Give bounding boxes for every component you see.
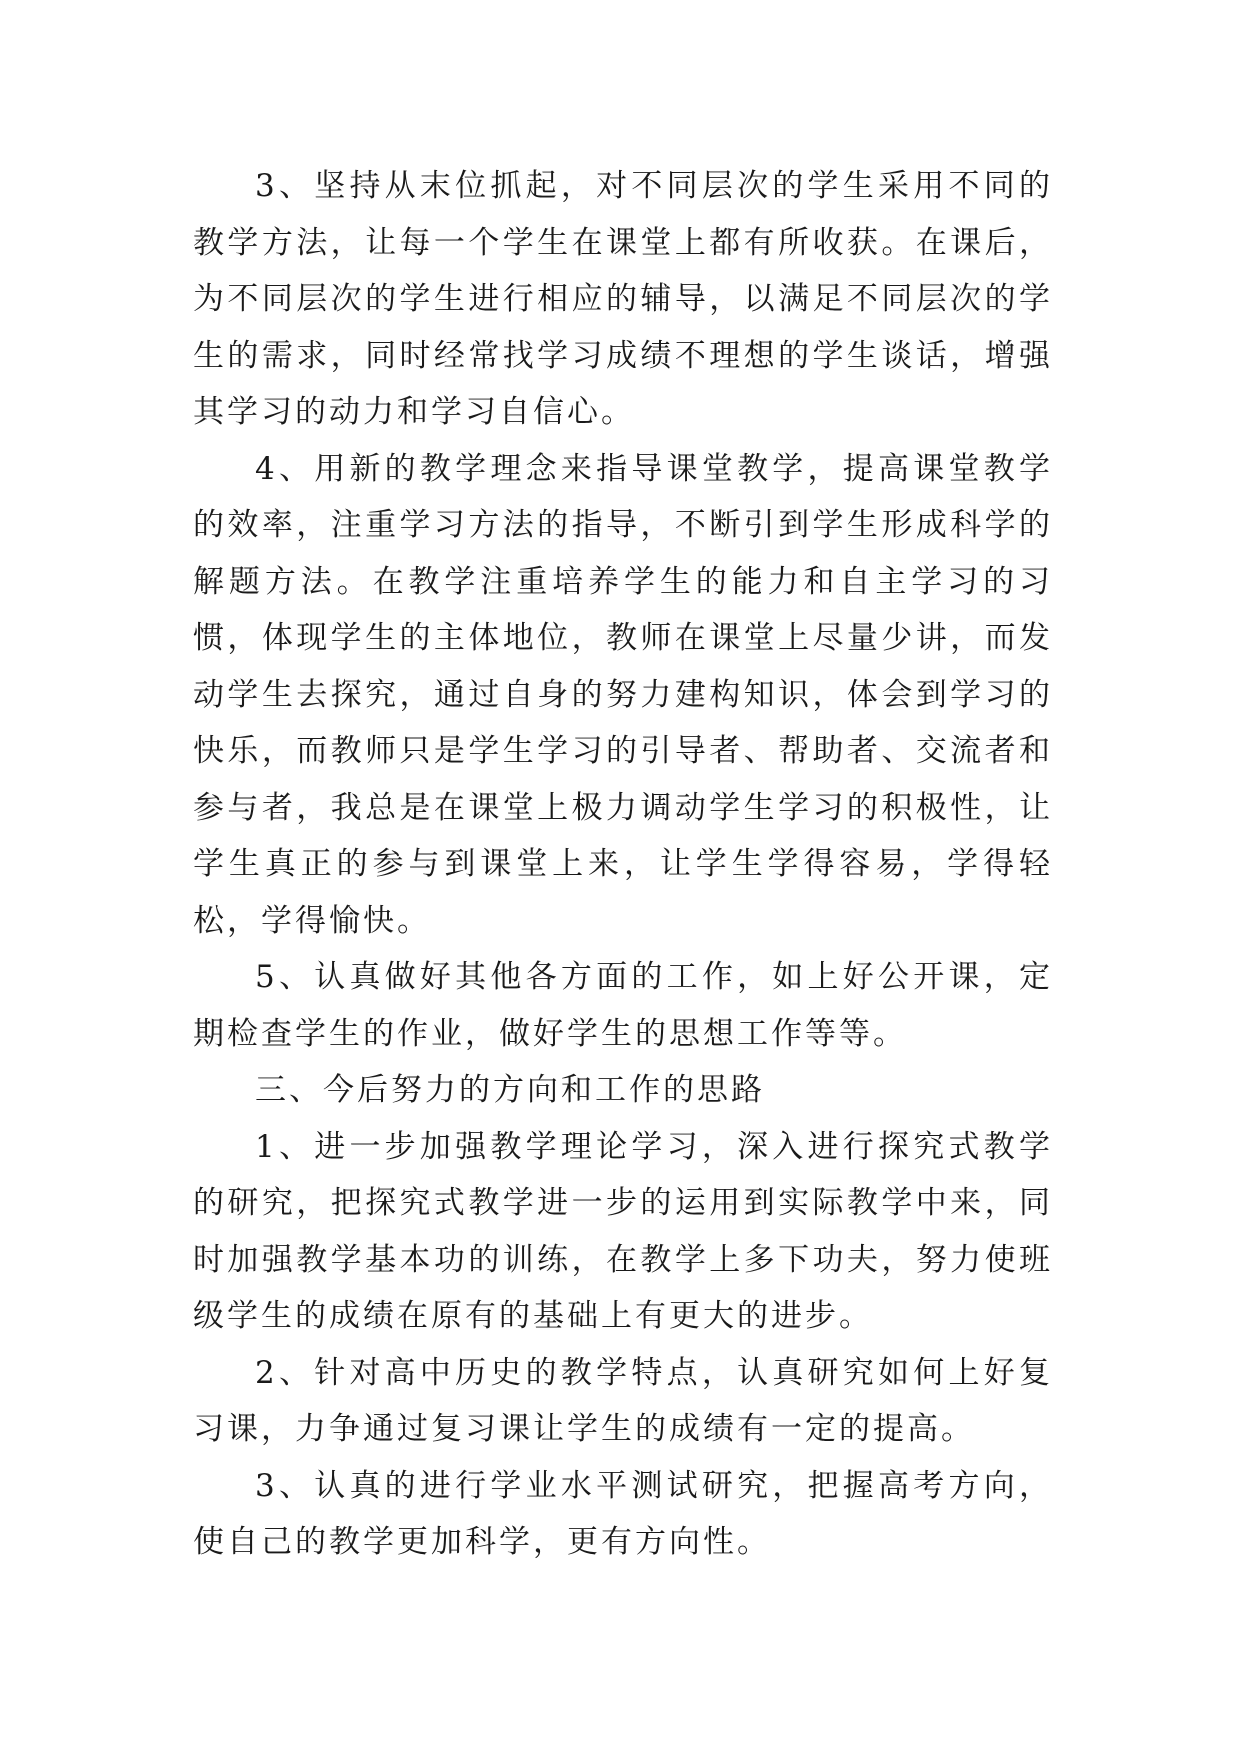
paragraph-direction-3: 3、认真的进行学业水平测试研究，把握高考方向，使自己的教学更加科学，更有方向性。: [193, 1467, 1053, 1560]
document-body: [193, 158, 1053, 1571]
paragraph-item-3: 3、坚持从末位抓起，对不同层次的学生采用不同的教学方法，让每一个学生在课堂上都有所收获。在课后，为不同层次的学生进行相应的辅导，以满足不同层次的学生的需求，同时经常找学习成绩不理想的学生谈话，增强其学习的动力和学习自信心。: [193, 168, 1053, 430]
paragraph-item-4: 4、用新的教学理念来指导课堂教学，提高课堂教学的效率，注重学习方法的指导，不断引到学生形成科学的解题方法。在教学注重培养学生的能力和自主学习的习惯，体现学生的主体地位，教师在课堂上尽量少讲，而发动学生去探究，通过自身的努力建构知识，体会到学习的快乐，而教师只是学生学习的引导者、帮助者、交流者和参与者，我总是在课堂上极力调动学生学习的积极性，让学生真正的参与到课堂上来，让学生学得容易，学得轻松，学得愉快。: [193, 450, 1053, 939]
paragraph-item-5: 5、认真做好其他各方面的工作，如上好公开课，定期检查学生的作业，做好学生的思想工作等等。: [193, 959, 1053, 1052]
section-heading-three: 三、今后努力的方向和工作的思路: [255, 1072, 765, 1108]
paragraph-direction-1: 1、进一步加强教学理论学习，深入进行探究式教学的研究，把探究式教学进一步的运用到实际教学中来，同时加强教学基本功的训练，在教学上多下功夫，努力使班级学生的成绩在原有的基础上有更大的进步。: [193, 1128, 1053, 1334]
paragraph-direction-2: 2、针对高中历史的教学特点，认真研究如何上好复习课，力争通过复习课让学生的成绩有一定的提高。: [193, 1354, 1053, 1447]
